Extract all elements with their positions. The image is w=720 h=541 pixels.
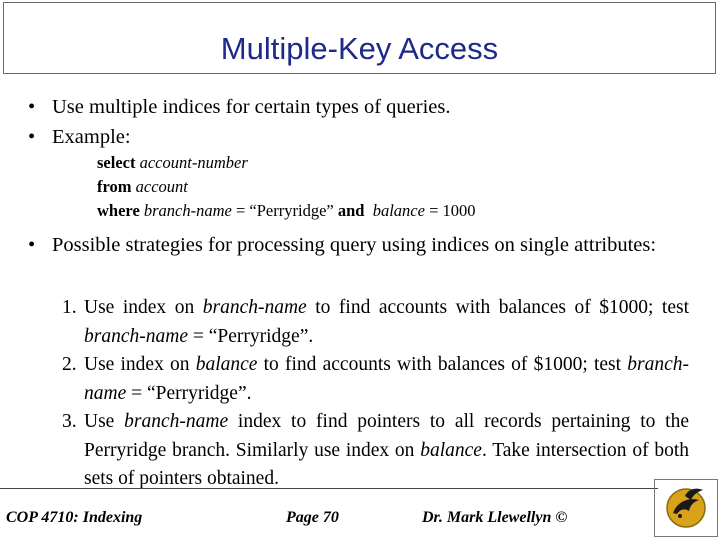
- footer-author: Dr. Mark Llewellyn ©: [422, 509, 568, 526]
- strategy-item: 2. Use index on balance to find accounts with balances of $1000; test branch-name = “Perryridge”.: [62, 354, 689, 404]
- footer-page: Page 70: [286, 509, 339, 526]
- bullet-dot-icon: •: [28, 96, 36, 118]
- sql-where-line: where branch-name = “Perryridge” and balance = 1000: [97, 201, 476, 220]
- ucf-pegasus-logo-icon: [654, 479, 718, 537]
- strategy-item: 1. Use index on branch-name to find accounts with balances of $1000; test branch-name = “Perryridge”.: [62, 297, 689, 347]
- footer-divider: [0, 488, 658, 489]
- slide-title: Multiple-Key Access: [220, 31, 499, 66]
- sql-from-line: from account: [97, 177, 188, 196]
- strategy-item: 3. Use branch-name index to find pointers to all records pertaining to the Perryridge branch. Similarly use index on balance. Take intersection of both sets of pointers obtained.: [62, 411, 689, 489]
- strategy-list: [62, 294, 689, 494]
- bullet-dot-icon: •: [28, 126, 36, 148]
- title-box: [3, 2, 716, 74]
- footer-course: COP 4710: Indexing: [6, 509, 143, 526]
- strategies-intro: Possible strategies for processing query using indices on single attributes:: [52, 234, 657, 256]
- bullet-dot-icon: •: [28, 234, 36, 256]
- sql-select-line: select account-number: [97, 153, 248, 172]
- slide: Multiple-Key Access • Use multiple indices for certain types of queries. • Example: select account-number from account where branch-name = “Perryridge” and balance = 1000 • Possible strategies for processing query using indices on single attributes: 1. Use index on branch-name to find accounts with balances of $1000; test branch-name = “Perryridge”. 2. Use index on balance to find accounts with balances of $1000; test branch-name = “Perryridge”. 3. Use branch-name index to find pointers to all records pertaining to the Perryridge branch. Similarly use index on balance. Take intersection of both sets of pointers obtained. COP 4710: Indexing Page 70 Dr. Mark Llewellyn ©: [0, 0, 720, 540]
